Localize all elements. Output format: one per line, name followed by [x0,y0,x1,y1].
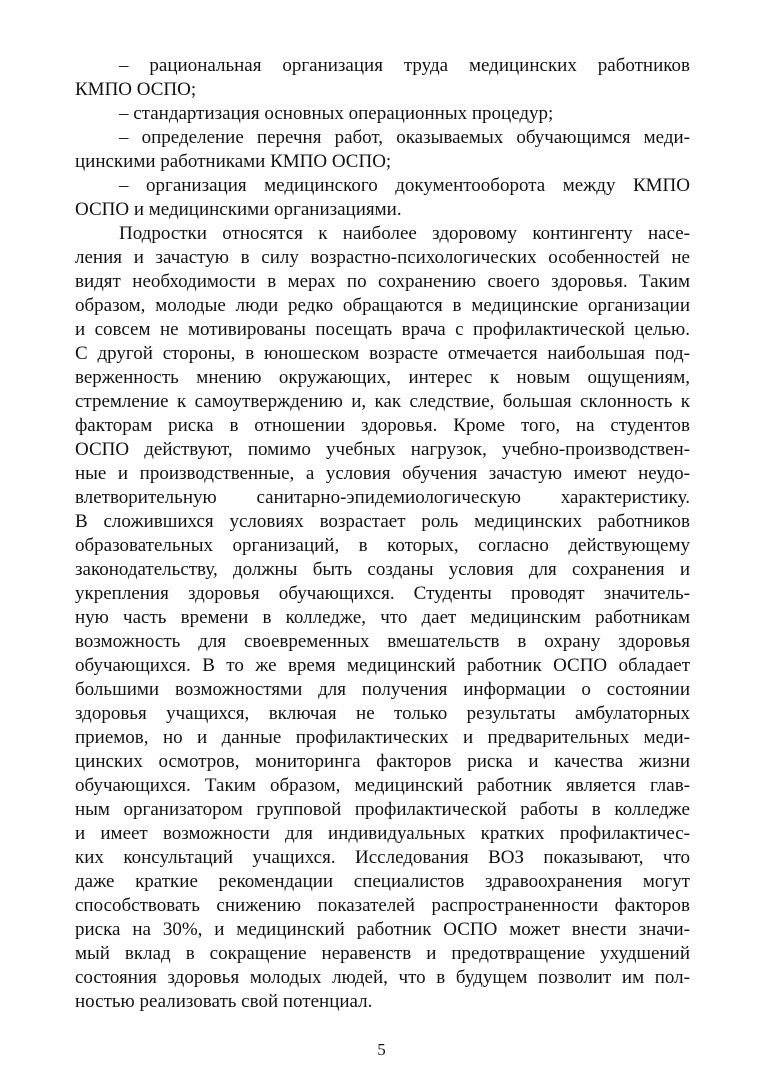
text-line: стремление к самоутверждению и, как следствие, большая склонность к [75,391,690,412]
page-number: 5 [377,1040,386,1059]
text-line: возможность для своевременных вмешательств в охрану здоровья [75,631,690,652]
text-line: укрепления здоровья обучающихся. Студенты проводят значитель- [75,583,690,604]
text-line: риска на 30%, и медицинский работник ОСПО может внести значи- [75,919,690,940]
text-line: способствовать снижению показателей распространенности факторов [75,895,690,916]
text-line: и имеет возможности для индивидуальных кратких профилактичес- [75,823,690,844]
text-line: даже краткие рекомендации специалистов здравоохранения могут [75,871,690,892]
text-line: – определение перечня работ, оказываемых обучающимся меди- [119,127,690,148]
text-line: цинскими работниками КМПО ОСПО; [75,151,392,172]
body-text [75,54,690,1014]
text-line: С другой стороны, в юношеском возрасте отмечается наибольшая под- [75,343,690,364]
text-line: влетворительную санитарно-эпидемиологическую характеристику. [75,487,690,508]
text-line: КМПО ОСПО; [75,79,197,100]
text-line: ным организатором групповой профилактической работы в колледже [75,799,690,820]
text-line: ную часть времени в колледже, что дает медицинским работникам [75,607,690,628]
text-line: обучающихся. В то же время медицинский работник ОСПО обладает [75,655,690,676]
text-line: Подростки относятся к наиболее здоровому контингенту насе- [119,223,690,244]
text-line: верженность мнению окружающих, интерес к новым ощущениям, [75,367,690,388]
text-line: – рациональная организация труда медицинских работников [119,55,690,76]
text-line: ОСПО действуют, помимо учебных нагрузок, учебно-производствен- [75,439,690,460]
text-line: ные и производственные, а условия обучения зачастую имеют неудо- [75,463,690,484]
page-body [75,54,690,1014]
text-line: большими возможностями для получения информации о состоянии [75,679,690,700]
text-line: видят необходимости в мерах по сохранению своего здоровья. Таким [75,271,690,292]
text-line: обучающихся. Таким образом, медицинский работник является глав- [75,775,690,796]
text-line: и совсем не мотивированы посещать врача с профилактической целью. [75,319,690,340]
text-line: приемов, но и данные профилактических и предварительных меди- [75,727,690,748]
text-line: цинских осмотров, мониторинга факторов риска и качества жизни [75,751,690,772]
text-line: факторам риска в отношении здоровья. Кроме того, на студентов [75,415,690,436]
text-line: ОСПО и медицинскими организациями. [75,199,402,220]
text-line: законодательству, должны быть созданы условия для сохранения и [75,559,690,580]
text-line: состояния здоровья молодых людей, что в будущем позволит им пол- [75,967,690,988]
text-line: – стандартизация основных операционных процедур; [119,103,554,124]
text-line: В сложившихся условиях возрастает роль медицинских работников [75,511,690,532]
text-line: ления и зачастую в силу возрастно-психологических особенностей не [75,247,690,268]
text-line: ких консультаций учащихся. Исследования ВОЗ показывают, что [75,847,690,868]
text-line: образом, молодые люди редко обращаются в медицинские организации [75,295,690,316]
text-line: здоровья учащихся, включая не только результаты амбулаторных [75,703,690,724]
text-line: образовательных организаций, в которых, согласно действующему [75,535,690,556]
text-line: мый вклад в сокращение неравенств и предотвращение ухудшений [75,943,690,964]
text-line: ностью реализовать свой потенциал. [75,991,373,1012]
text-line: – организация медицинского документооборота между КМПО [119,175,690,196]
